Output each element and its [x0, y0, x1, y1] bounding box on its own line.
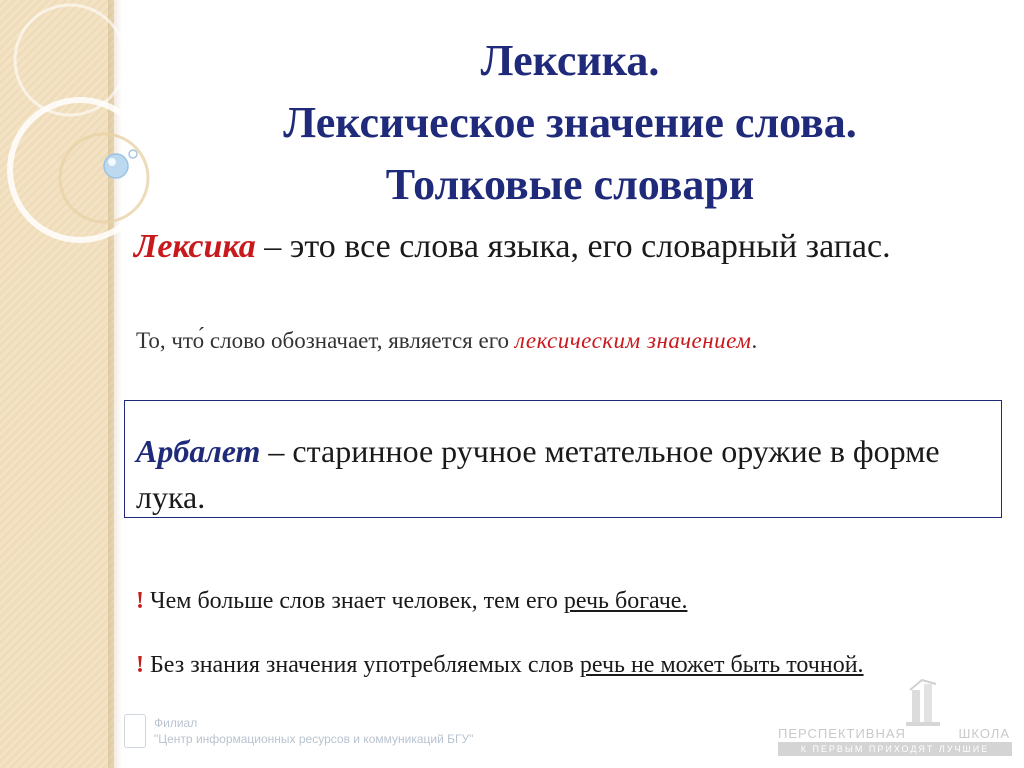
definition-arbalet-text: – старинное ручное метательное оружие в форме лука. [136, 433, 940, 515]
school-logo [778, 676, 1012, 756]
lexical-meaning-note [136, 324, 966, 358]
title-line-2: Лексическое значение слова. [283, 98, 857, 147]
term-lexika: Лексика [134, 228, 256, 265]
footer-organization [124, 712, 544, 752]
organization-logo-icon [124, 714, 146, 748]
school-name [778, 726, 1012, 741]
exclamation-mark: ! [136, 652, 144, 678]
school-name-word-1: ПЕРСПЕКТИВНАЯ [778, 726, 906, 741]
slide-title [130, 30, 1010, 216]
note-text: Чем больше слов знает человек, тем его [144, 588, 564, 614]
note-text: Без знания значения употребляемых слов [144, 652, 580, 678]
note-item [136, 584, 916, 618]
exclamation-mark: ! [136, 588, 144, 614]
definition-arbalet [136, 428, 976, 520]
school-emblem-icon [902, 676, 946, 728]
school-motto: К ПЕРВЫМ ПРИХОДЯТ ЛУЧШИЕ [778, 742, 1012, 756]
title-line-1: Лексика. [480, 36, 660, 85]
note-underlined-text: речь не может быть точной. [579, 652, 864, 678]
footer-org-line-2: "Центр информационных ресурсов и коммуникаций БГУ" [154, 732, 474, 746]
note-text-before: То, что́ слово обозначает, является его [136, 328, 515, 353]
highlighted-term: лексическим значением [514, 328, 752, 353]
school-name-word-2: ШКОЛА [958, 726, 1010, 741]
title-line-3: Толковые словари [385, 160, 755, 209]
note-underlined-text: речь богаче. [563, 588, 688, 614]
footer-org-line-1: Филиал [154, 716, 198, 730]
note-text-after: . [751, 328, 758, 353]
definition-lexika-text: – это все слова языка, его словарный запас. [255, 228, 891, 265]
definition-lexika [134, 222, 964, 272]
term-arbalet: Арбалет [136, 433, 261, 469]
